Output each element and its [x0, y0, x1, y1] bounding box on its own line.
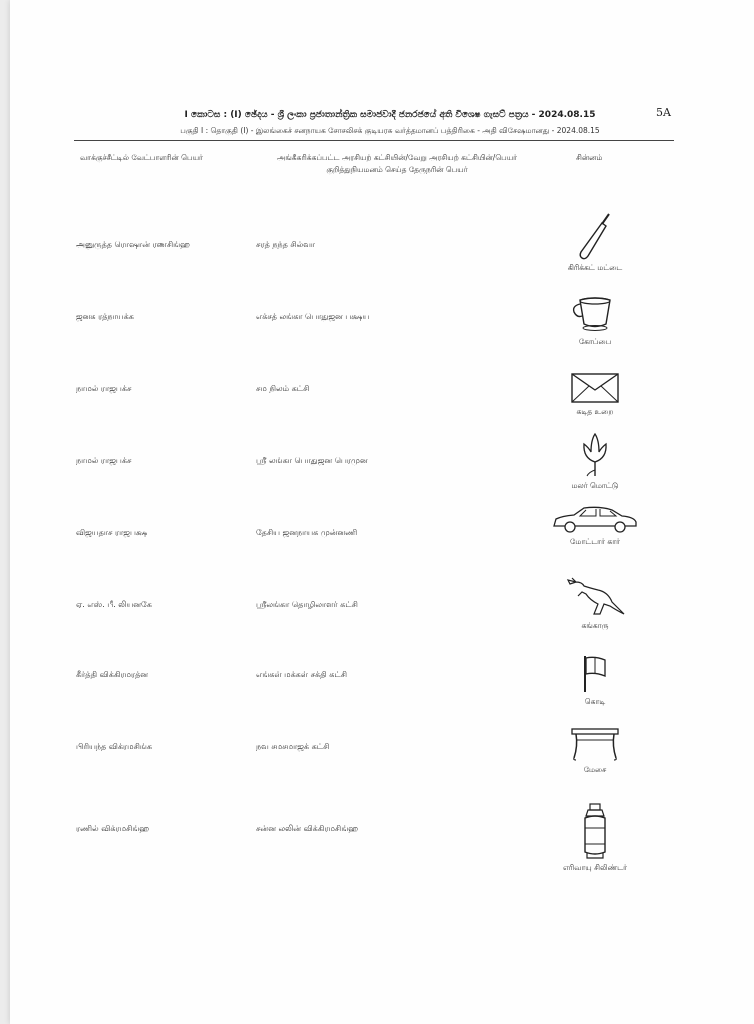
party-name: ஸ்ரீலங்கா தொழிலாளர் கட்சி — [256, 600, 358, 609]
candidate-name: பிரியந்த விக்ரமசிங்க — [76, 742, 152, 751]
candidate-name: நாமல் ராஜபக்ச — [76, 384, 132, 393]
party-name: சன்ன லலின் விக்கிரமசிங்ஹ — [256, 824, 358, 833]
column-header-party: அங்கீகரிக்கப்பட்ட அரசியற் கட்சியின்/வேறு அரசியற் கட்சியின்/பெயர் குறித்துநியமனம் செய்த தேருநரின் பெயர் — [276, 153, 518, 174]
candidate-name: நாமல் ராஜபக்ச — [76, 456, 132, 465]
gazette-page — [10, 0, 754, 1024]
symbol-label: கங்காரு — [581, 621, 609, 630]
party-name: எங்கள் மக்கள் சக்தி கட்சி — [256, 670, 347, 679]
symbol-cell — [550, 726, 640, 775]
symbol-label: கொடி — [584, 697, 606, 706]
kangaroo-icon — [564, 574, 626, 618]
flag-icon — [579, 654, 611, 694]
candidate-name: ரணில் விக்ரமசிங்ஹ — [76, 824, 150, 833]
column-header-candidate: வாக்குச்சீட்டில் வேட்பாளரின் பெயர் — [80, 153, 203, 162]
party-name: நவ சமசமாஜக் கட்சி — [256, 742, 330, 751]
symbol-label: கோப்பை — [578, 337, 612, 346]
symbol-cell — [550, 504, 640, 547]
symbol-label: எரிவாயு சிலிண்டர் — [562, 863, 628, 872]
page-number: 5A — [656, 106, 671, 119]
column-header-symbol: சின்னம் — [576, 153, 603, 162]
party-name: தேசிய ஜனநாயக முன்னணி — [256, 528, 358, 537]
symbol-cell — [550, 802, 640, 873]
party-name: எக்சத் லங்கா பொதுஜன பக்ஷய — [256, 312, 370, 321]
cricket-bat-icon — [575, 212, 615, 260]
symbol-cell — [550, 654, 640, 707]
candidate-name: ஏ. எஸ். பீ. லியனகே — [76, 600, 152, 609]
symbol-label: மோட்டார் கார் — [569, 537, 621, 546]
header-divider — [74, 140, 674, 141]
candidate-name: கீர்த்தி விக்கிரமரத்ன — [76, 670, 149, 679]
table-icon — [568, 726, 622, 762]
symbol-cell — [550, 432, 640, 491]
gas-cylinder-icon — [580, 802, 610, 860]
symbol-cell — [550, 372, 640, 417]
candidate-name: ஜனக ரத்நாயக்க — [76, 312, 134, 321]
symbol-cell — [550, 212, 640, 273]
car-icon — [550, 504, 640, 534]
cup-icon — [570, 296, 620, 334]
party-name: ஸ்ரீ லங்கா பொதுஜன பெரமுன — [256, 456, 368, 465]
candidate-name: விஜயதாச ராஜபக்ஷ — [76, 528, 148, 537]
symbol-cell — [550, 296, 640, 347]
symbol-label: மேசை — [583, 765, 607, 774]
candidate-name: அனுருத்த ரொஷான் ரணசிங்ஹ — [76, 240, 190, 249]
header-title-sinhala: I කොටස : (I) ඡේදය - ශ්‍රී ලංකා ප්‍රජාතාන්ත්‍රික සමාජවාදී ජනරජයේ අති විශෙෂ ගැසට් පත්‍රය - 2024.08.15 — [184, 110, 596, 120]
party-name: சரத் நந்த சில்வா — [256, 240, 316, 249]
envelope-icon — [570, 372, 620, 404]
symbol-cell — [550, 574, 640, 631]
party-name: சம நிலம் கட்சி — [256, 384, 310, 393]
symbol-label: கிரிக்கட் மட்டை — [567, 263, 623, 272]
header-title-tamil: பகுதி I : தொகுதி (I) - இலங்கைச் சனநாயக சோசலிசக் குடியரசு வர்த்தமானப் பத்திரிகை - அதி விசேஷமானது - 2024.08.15 — [180, 126, 600, 135]
symbol-label: கடித உறை — [576, 407, 614, 416]
symbol-label: மலர் மொட்டு — [571, 481, 619, 490]
flower-bud-icon — [579, 432, 611, 478]
